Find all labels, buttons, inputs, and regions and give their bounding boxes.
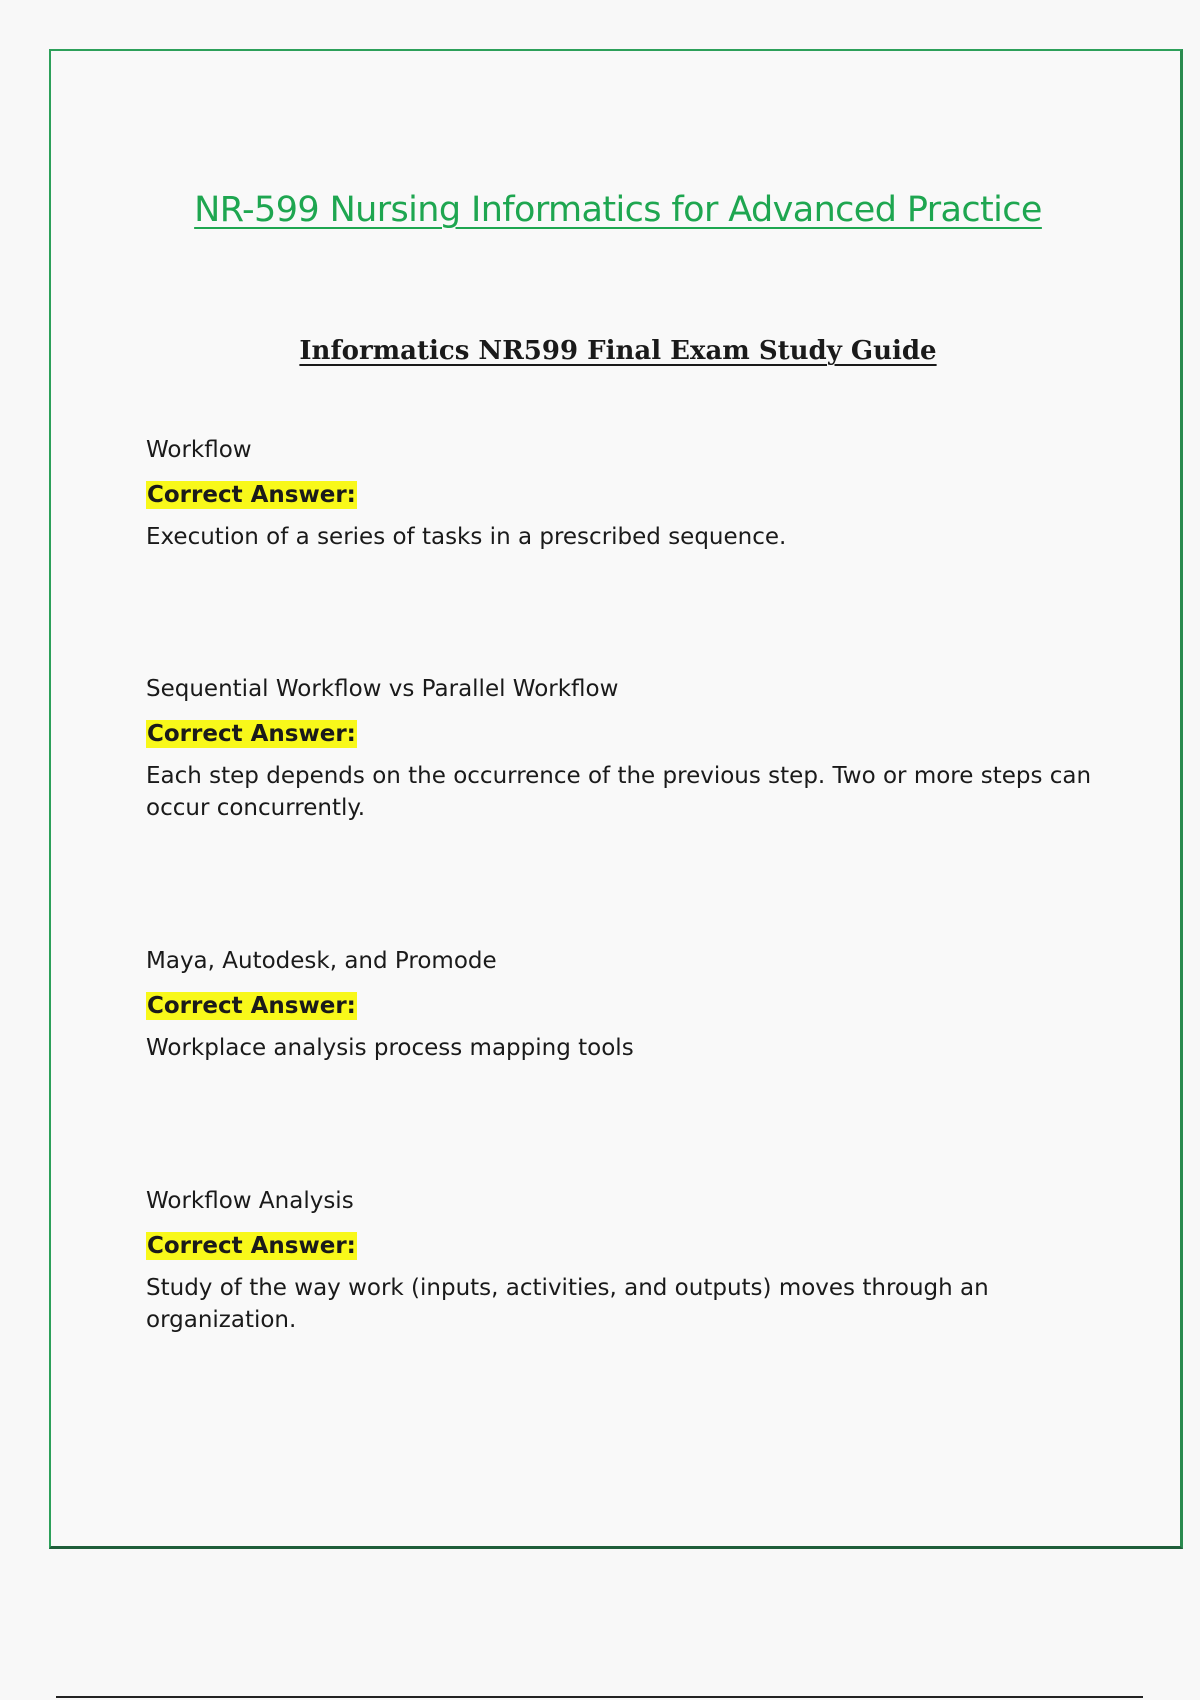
qa-item bbox=[146, 436, 1106, 553]
correct-answer-label: Correct Answer: bbox=[147, 721, 356, 747]
document-title: NR-599 Nursing Informatics for Advanced Practice bbox=[194, 190, 1042, 230]
answer-text: Each step depends on the occurrence of the previous step. Two or more steps can occur concurrently. bbox=[146, 763, 1092, 821]
page-border-frame bbox=[49, 49, 1183, 1549]
question-text: Maya, Autodesk, and Promode bbox=[146, 948, 497, 974]
answer-text: Study of the way work (inputs, activities, and outputs) moves through an organization. bbox=[146, 1275, 989, 1333]
correct-answer-label: Correct Answer: bbox=[147, 482, 356, 508]
question-text: Workflow bbox=[146, 437, 252, 463]
correct-answer-label: Correct Answer: bbox=[147, 1233, 356, 1259]
next-page-rule bbox=[56, 1696, 1143, 1698]
qa-item bbox=[146, 1187, 1106, 1336]
answer-text: Execution of a series of tasks in a prescribed sequence. bbox=[146, 524, 787, 550]
question-text: Sequential Workflow vs Parallel Workflow bbox=[146, 676, 619, 702]
answer-text: Workplace analysis process mapping tools bbox=[146, 1035, 634, 1061]
document-subtitle: Informatics NR599 Final Exam Study Guide bbox=[299, 336, 937, 366]
correct-answer-label: Correct Answer: bbox=[147, 993, 356, 1019]
qa-item bbox=[146, 947, 1106, 1064]
qa-item bbox=[146, 675, 1106, 824]
question-text: Workflow Analysis bbox=[146, 1188, 354, 1214]
